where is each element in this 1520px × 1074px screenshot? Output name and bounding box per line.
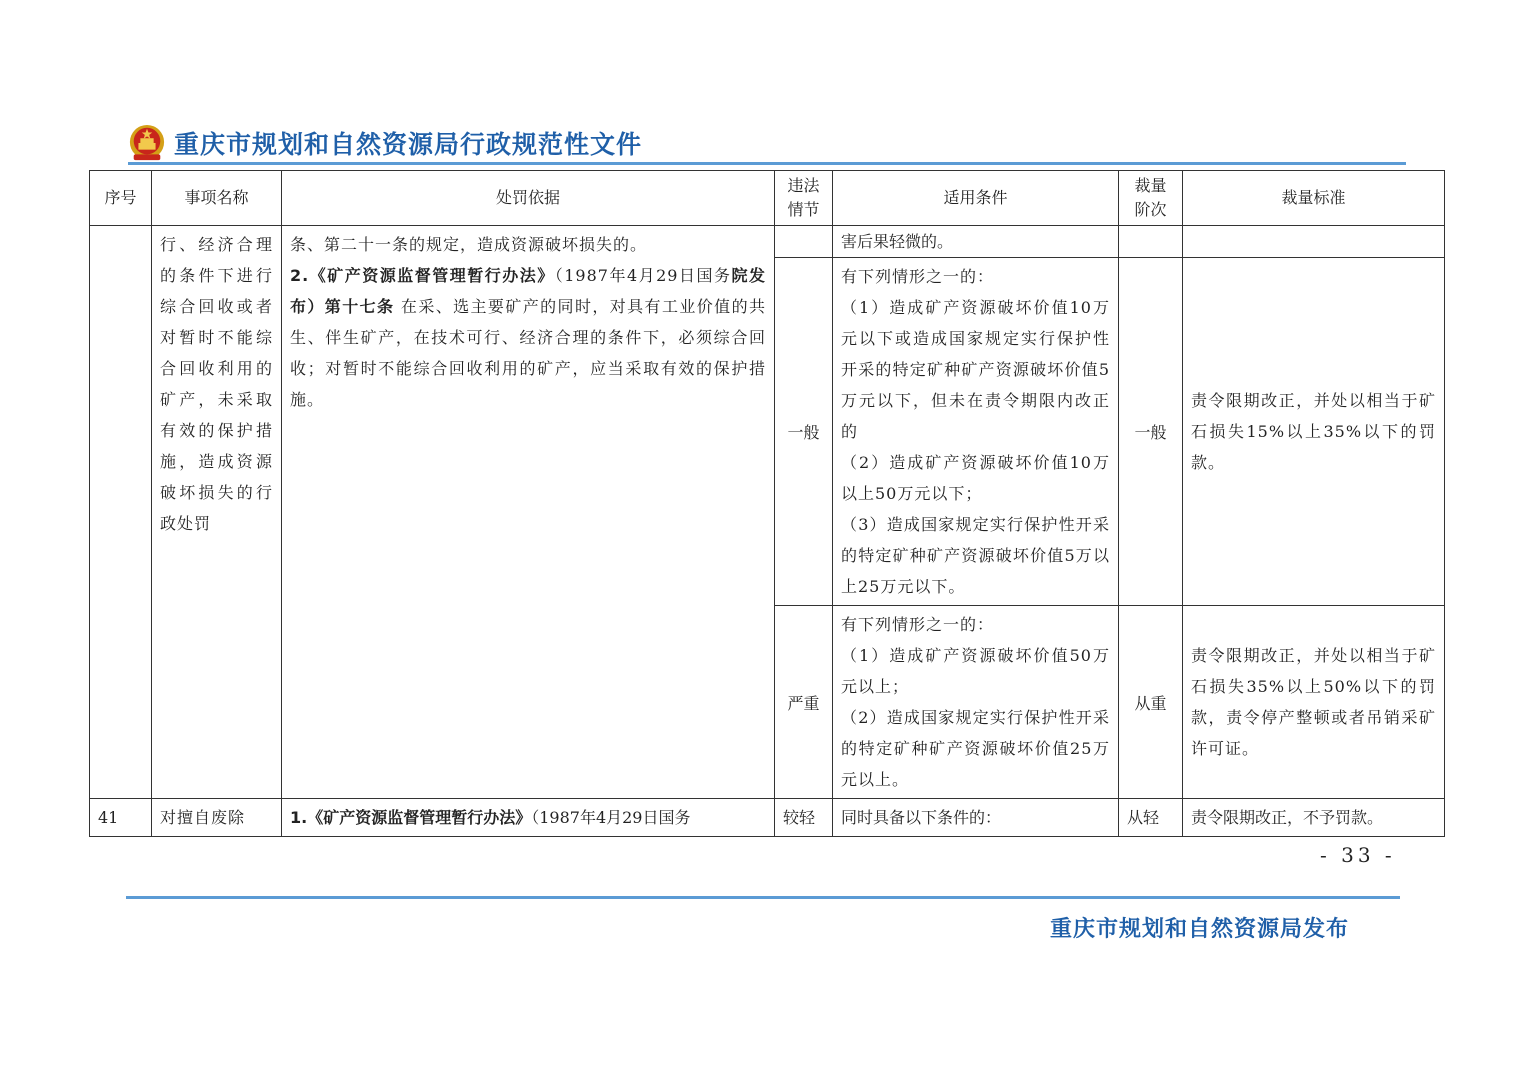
condition-text: 害后果轻微的。	[841, 232, 954, 251]
col-header-standard: 裁量标准	[1183, 171, 1445, 226]
standard-text: 责令限期改正，并处以相当于矿石损失35%以上50%以下的罚款，责令停产整顿或者吊销采矿许可证。	[1191, 646, 1436, 758]
condition-text: 同时具备以下条件的：	[841, 808, 1002, 827]
page-number: - 33 -	[1320, 843, 1396, 867]
circumstance-cell	[775, 258, 833, 606]
basis-1-law-name: 1.《矿产资源监督管理暂行办法》	[290, 808, 532, 827]
row-item-name-cell	[152, 799, 282, 837]
header-title: 重庆市规划和自然资源局行政规范性文件	[174, 130, 643, 159]
level-label: 从轻	[1127, 808, 1160, 827]
standard-cell	[1183, 258, 1445, 606]
condition-text: 有下列情形之一的： （1）造成矿产资源破坏价值10万元以下或造成国家规定实行保护性开采的特定矿种矿产资源破坏价值5万元以下，但未在责令期限内改正的 （2）造成矿产资源破坏价值10万以上50万元以下； （3）造成国家规定实行保护性开采的特定矿种矿产资源破坏价值5万以上25万元以下。	[841, 267, 1110, 596]
condition-text: 有下列情形之一的： （1）造成矿产资源破坏价值50万元以上； （2）造成国家规定实行保护性开采的特定矿种矿产资源破坏价值25万元以上。	[841, 615, 1110, 789]
basis-text	[282, 799, 774, 836]
level-cell	[1119, 258, 1183, 606]
standard-text: 责令限期改正，不予罚款。	[1191, 808, 1384, 827]
basis-continued: 条、第二十一条的规定，造成资源破坏损失的。	[290, 235, 648, 254]
row-basis-cell	[282, 799, 775, 837]
col-header-condition: 适用条件	[833, 171, 1119, 226]
table-row	[90, 226, 1445, 258]
col-header-circumstance: 违法情节	[775, 171, 833, 226]
row-number: 41	[98, 808, 119, 827]
header-divider	[128, 162, 1406, 165]
penalty-discretion-table	[89, 170, 1445, 837]
condition-cell	[833, 799, 1119, 837]
level-cell	[1119, 226, 1183, 258]
circumstance-label: 一般	[787, 423, 820, 442]
level-cell	[1119, 799, 1183, 837]
level-label: 一般	[1134, 423, 1167, 442]
table-header-row	[90, 171, 1445, 226]
col-header-item-name: 事项名称	[152, 171, 282, 226]
circumstance-cell	[775, 606, 833, 799]
footer-publisher: 重庆市规划和自然资源局发布	[1050, 917, 1350, 942]
basis-2-law-name: 2.《矿产资源监督管理暂行办法》	[290, 266, 555, 285]
basis-2-article: 院发布）第十七条	[290, 266, 766, 316]
basis-1-date: （1987年4月29日国务	[531, 808, 691, 827]
col-header-basis: 处罚依据	[282, 171, 775, 226]
row-basis-cell	[282, 226, 775, 799]
standard-cell	[1183, 226, 1445, 258]
circumstance-cell	[775, 226, 833, 258]
row-item-name-cell	[152, 226, 282, 799]
circumstance-label: 较轻	[783, 808, 816, 827]
basis-item-2	[290, 260, 766, 415]
item-name-text: 行、经济合理的条件下进行综合回收或者对暂时不能综合回收利用的矿产，未采取有效的保护措施，造成资源破坏损失的行政处罚	[160, 235, 273, 533]
condition-cell	[833, 258, 1119, 606]
col-header-no: 序号	[90, 171, 152, 226]
col-header-level: 裁量阶次	[1119, 171, 1183, 226]
condition-cell	[833, 226, 1119, 258]
circumstance-cell	[775, 799, 833, 837]
document-header	[128, 122, 642, 164]
basis-2-text: 在采、选主要矿产的同时，对具有工业价值的共生、伴生矿产，在技术可行、经济合理的条件下，必须综合回收；对暂时不能综合回收利用的矿产，应当采取有效的保护措施。	[290, 297, 766, 409]
basis-text	[282, 226, 774, 418]
footer-divider	[126, 896, 1400, 899]
condition-cell	[833, 606, 1119, 799]
item-name-text: 对擅自废除	[160, 808, 246, 827]
standard-cell	[1183, 799, 1445, 837]
basis-2-date: （1987年4月29日国务	[554, 266, 732, 285]
level-label: 从重	[1134, 693, 1167, 713]
standard-cell	[1183, 606, 1445, 799]
level-cell	[1119, 606, 1183, 799]
row-no-cell	[90, 226, 152, 799]
table-row	[90, 799, 1445, 837]
national-emblem-icon	[128, 123, 166, 163]
row-no-cell	[90, 799, 152, 837]
standard-text: 责令限期改正，并处以相当于矿石损失15%以上35%以下的罚款。	[1191, 391, 1436, 472]
circumstance-label: 严重	[787, 693, 820, 713]
